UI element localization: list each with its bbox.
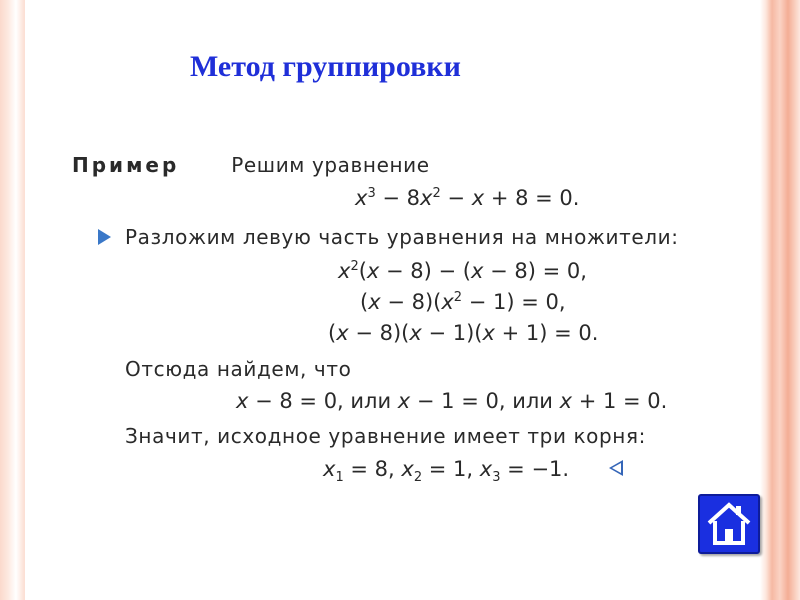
roots-equation: $x_1 = 8$, $x_2 = 1$, $x_3 = -1$. [323,457,570,486]
equation-main: $x^3 - 8x^2 - x + 8 = 0$. [355,186,580,210]
example-intro-text: Решим уравнение [231,153,430,177]
triangle-bullet-icon [98,229,111,245]
factor-step-1: $x^2(x - 8) - (x - 8) = 0$, [338,259,587,283]
factor-step-3: (x − 8)(x − 1)(x + 1) = 0. [328,321,599,345]
example-intro-line [72,153,430,177]
slide-title: Метод группировки [190,50,461,83]
end-of-example-icon [609,460,623,476]
hence-text: Отсюда найдем, что [125,357,352,381]
conclusion-text: Значит, исходное уравнение имеет три корня: [125,424,646,448]
home-button[interactable] [698,494,760,554]
factor-step-2: $(x - 8)(x^2 - 1) = 0$, [360,290,566,314]
factor-instruction: Разложим левую часть уравнения на множители: [125,225,679,249]
example-label: Пример [72,153,180,177]
cases-equation: x − 8 = 0, или x − 1 = 0, или x + 1 = 0. [236,389,668,413]
right-decorative-border [760,0,800,600]
home-icon [706,501,752,547]
left-decorative-border [0,0,25,600]
